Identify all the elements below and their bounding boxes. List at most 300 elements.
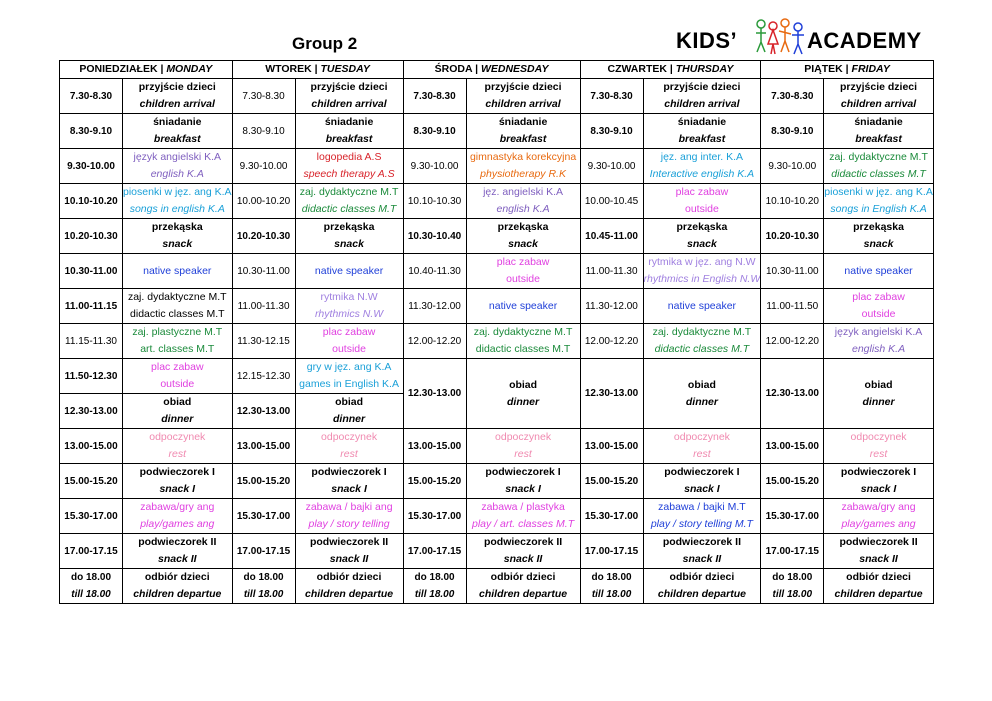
time-label: 11.00-11.15	[64, 300, 118, 312]
time-cell	[761, 184, 824, 219]
time-label: 10.45-11.00	[585, 230, 638, 242]
time-label: 17.00-17.15	[236, 545, 291, 557]
activity-label-pl: odpoczynek	[673, 431, 730, 443]
time-label: do 18.00	[591, 572, 632, 583]
activity-label-en: dinner	[862, 395, 895, 408]
activity-cell	[295, 324, 403, 359]
time-cell	[232, 324, 295, 359]
activity-cell	[824, 324, 934, 359]
time-label: 7.30-8.30	[413, 90, 456, 102]
time-label: 15.00-15.20	[64, 475, 118, 487]
activity-label-pl: podwieczorek II	[138, 536, 217, 548]
activity-cell	[643, 254, 761, 289]
time-cell	[232, 114, 295, 149]
activity-label-pl: zaj. dydaktyczne M.T	[652, 326, 752, 338]
table-row	[60, 79, 934, 97]
time-cell	[232, 499, 295, 534]
time-label: 10.30-11.00	[237, 265, 290, 277]
activity-label-pl: przyjście dzieci	[484, 81, 562, 93]
activity-label-pl: odbiór dzieci	[316, 571, 382, 583]
time-label: 12.15-12.30	[236, 370, 291, 382]
activity-cell	[123, 254, 233, 289]
activity-cell	[643, 499, 761, 534]
time-label-en: till 18.00	[591, 589, 632, 600]
time-cell	[60, 114, 123, 149]
activity-label-en: songs in English K.A	[830, 203, 927, 215]
time-label: 11.00-11.50	[766, 300, 819, 312]
activity-cell	[123, 534, 233, 569]
activity-label-pl: plac zabaw	[151, 361, 204, 373]
activity-label-pl: native speaker	[667, 299, 737, 312]
activity-label-en: rest	[693, 448, 711, 460]
time-label: 17.00-17.15	[584, 545, 639, 557]
time-label: 15.00-15.20	[236, 475, 291, 487]
activity-label-en: dinner	[507, 395, 540, 408]
time-label-en: till 18.00	[243, 589, 284, 600]
activity-label-en: snack II	[682, 553, 722, 565]
activity-label-en: physiotherapy R.K	[480, 168, 566, 180]
activity-cell	[824, 79, 934, 114]
activity-label-pl: przyjście dzieci	[138, 81, 216, 93]
time-label: do 18.00	[243, 572, 284, 583]
activity-label-en: play/games ang	[841, 518, 916, 530]
activity-cell	[643, 569, 761, 604]
activity-label-en: snack	[863, 238, 894, 250]
activity-cell	[643, 324, 761, 359]
activity-label-en: didactic classes M.T	[831, 168, 926, 180]
time-cell	[232, 79, 295, 114]
day-header-thursday: CZWARTEK | THURSDAY	[580, 61, 761, 79]
activity-label-pl: przekąska	[151, 221, 203, 233]
activity-label-pl: zaj. dydaktyczne M.T	[127, 291, 227, 303]
time-label: 12.30-13.00	[64, 405, 118, 417]
activity-cell	[824, 254, 934, 289]
table-row	[60, 219, 934, 237]
time-label: 12.00-12.20	[584, 335, 639, 347]
time-label: 15.00-15.20	[584, 475, 639, 487]
time-label: 17.00-17.15	[407, 545, 462, 557]
activity-label-en: snack	[508, 238, 538, 250]
activity-cell	[295, 429, 403, 464]
activity-label-en: children arrival	[664, 98, 740, 110]
time-cell	[580, 324, 643, 359]
activity-label-pl: śniadanie	[153, 116, 202, 128]
time-cell	[232, 289, 295, 324]
time-label: 7.30-8.30	[590, 90, 633, 102]
activity-label-pl: odbiór dzieci	[144, 571, 210, 583]
activity-label-pl: podwieczorek I	[485, 466, 561, 478]
activity-cell	[824, 464, 934, 499]
table-row	[60, 534, 934, 552]
activity-label-en: snack	[334, 238, 364, 250]
time-label: 10.20-10.30	[64, 230, 118, 242]
time-cell	[761, 254, 824, 289]
activity-label-en: english K.A	[150, 168, 204, 180]
activity-cell	[643, 289, 761, 324]
time-label: 10.10-10.30	[407, 195, 462, 207]
time-label: 10.10-10.20	[64, 195, 118, 207]
activity-label-en: snack I	[331, 483, 367, 495]
time-cell	[580, 114, 643, 149]
activity-cell	[123, 289, 233, 324]
activity-cell	[123, 464, 233, 499]
activity-label-en: rest	[514, 448, 532, 460]
time-label: 11.00-11.30	[585, 265, 638, 277]
time-label: 10.20-10.30	[765, 230, 819, 242]
activity-label-pl: śniadanie	[498, 116, 548, 128]
activity-label-en: outside	[332, 343, 366, 355]
activity-label-pl: jęz. ang inter. K.A	[660, 151, 744, 163]
time-cell	[60, 359, 123, 394]
activity-label-pl: język angielski K.A	[133, 151, 222, 163]
activity-cell	[295, 289, 403, 324]
activity-label-en: breakfast	[325, 133, 373, 145]
time-cell	[60, 184, 123, 219]
activity-label-en: art. classes M.T	[140, 343, 215, 355]
time-label: 13.00-15.00	[584, 440, 639, 452]
time-label: 15.30-17.00	[236, 510, 291, 522]
time-label: 13.00-15.00	[64, 440, 118, 452]
activity-cell	[824, 114, 934, 149]
activity-cell	[123, 219, 233, 254]
activity-label-en: didactic classes M.T	[475, 343, 571, 355]
time-cell	[403, 499, 466, 534]
activity-label-en: breakfast	[855, 133, 902, 145]
activity-cell	[824, 499, 934, 534]
activity-label-en: children arrival	[311, 98, 387, 110]
day-header-monday: PONIEDZIAŁEK | MONDAY	[60, 61, 233, 79]
time-label: do 18.00	[414, 572, 455, 583]
activity-cell	[295, 569, 403, 604]
activity-cell	[466, 289, 580, 324]
activity-label-en: snack	[162, 238, 193, 250]
activity-label-pl: obiad	[335, 396, 364, 408]
activity-label-pl: jęz. angielski K.A	[483, 186, 564, 198]
time-cell	[580, 149, 643, 184]
activity-label-pl: plac zabaw	[852, 291, 905, 303]
activity-cell	[643, 149, 761, 184]
time-cell	[60, 464, 123, 499]
activity-label-pl: przyjście dzieci	[310, 81, 388, 93]
time-cell	[232, 149, 295, 184]
schedule-table	[59, 60, 934, 604]
activity-label-pl: native speaker	[143, 264, 212, 277]
activity-cell	[295, 394, 403, 429]
activity-cell	[824, 289, 934, 324]
time-cell	[761, 219, 824, 254]
activity-label-en: dinner	[685, 395, 718, 408]
time-cell	[761, 534, 824, 569]
activity-label-en: children departue	[305, 588, 394, 600]
activity-cell	[643, 79, 761, 114]
activity-cell	[643, 114, 761, 149]
time-cell	[403, 79, 466, 114]
time-label: 12.30-13.00	[407, 388, 462, 399]
activity-cell	[123, 324, 233, 359]
time-cell	[580, 464, 643, 499]
activity-label-pl: przyjście dzieci	[840, 81, 918, 93]
time-cell	[761, 359, 824, 429]
activity-cell	[466, 464, 580, 499]
table-row	[60, 429, 934, 447]
activity-label-en: dinner	[333, 413, 366, 425]
activity-cell	[466, 534, 580, 569]
activity-cell	[123, 114, 233, 149]
time-cell	[403, 534, 466, 569]
activity-label-pl: rytmika w jęz. ang N.W	[648, 256, 756, 268]
time-cell	[403, 324, 466, 359]
activity-cell	[643, 184, 761, 219]
time-label: 9.30-10.00	[410, 160, 459, 172]
time-cell	[580, 499, 643, 534]
activity-label-pl: język angielski K.A	[834, 326, 923, 338]
activity-label-pl: zaj. dydaktyczne M.T	[299, 186, 399, 198]
time-cell	[580, 184, 643, 219]
time-label: 12.30-13.00	[236, 405, 291, 417]
activity-label-pl: obiad	[687, 378, 716, 391]
time-cell	[60, 394, 123, 429]
activity-label-en: games in English K.A	[299, 378, 399, 390]
activity-cell	[643, 219, 761, 254]
activity-cell	[466, 79, 580, 114]
activity-label-en: play / story telling	[308, 518, 390, 530]
activity-label-pl: odbiór dzieci	[846, 571, 911, 583]
time-label: 12.00-12.20	[765, 335, 819, 347]
activity-cell	[466, 184, 580, 219]
activity-label-en: dinner	[161, 413, 194, 425]
time-label: do 18.00	[772, 572, 813, 583]
activity-cell	[123, 79, 233, 114]
activity-label-en: english K.A	[496, 203, 550, 215]
activity-label-pl: odbiór dzieci	[490, 571, 556, 583]
time-cell	[232, 219, 295, 254]
time-cell	[403, 149, 466, 184]
activity-cell	[466, 324, 580, 359]
time-label: 15.30-17.00	[765, 510, 819, 522]
activity-cell	[466, 219, 580, 254]
logo-word-kids: KIDS’	[676, 28, 738, 53]
activity-label-en: snack II	[158, 553, 197, 565]
page-title: Group 2	[292, 34, 358, 53]
children-drawing-icon	[754, 16, 810, 58]
time-cell	[60, 79, 123, 114]
day-header-friday: PIĄTEK | FRIDAY	[761, 61, 934, 79]
time-cell	[580, 254, 643, 289]
time-label: 8.30-9.10	[771, 125, 814, 137]
activity-cell	[643, 464, 761, 499]
time-cell	[403, 254, 466, 289]
time-label: 10.30-11.00	[765, 265, 819, 277]
table-row	[60, 289, 934, 307]
activity-label-en: play / art. classes M.T	[472, 518, 575, 530]
time-label: 12.30-13.00	[765, 388, 819, 399]
time-cell	[761, 289, 824, 324]
time-cell	[403, 114, 466, 149]
activity-cell	[824, 184, 934, 219]
activity-cell	[824, 149, 934, 184]
activity-label-en: rest	[168, 448, 187, 460]
time-cell	[232, 534, 295, 569]
activity-label-en: children departue	[133, 588, 222, 600]
time-label: 10.30-10.40	[407, 230, 462, 242]
activity-label-pl: piosenki w jęz. ang K.A	[123, 186, 232, 198]
day-header-wednesday: ŚRODA | WEDNESDAY	[403, 61, 580, 79]
activity-label-pl: podwieczorek II	[309, 536, 389, 548]
activity-label-en: snack I	[159, 483, 196, 495]
time-label: 15.00-15.20	[765, 475, 819, 487]
activity-label-pl: podwieczorek II	[839, 536, 918, 548]
activity-label-pl: zabawa/gry ang	[841, 501, 916, 513]
table-row	[60, 359, 934, 377]
activity-label-en: didactic classes M.T	[130, 308, 225, 320]
time-label: 13.00-15.00	[765, 440, 819, 452]
day-header-row	[60, 61, 934, 79]
time-label: 17.00-17.15	[64, 545, 118, 557]
activity-label-en: snack II	[503, 553, 543, 565]
time-label: 10.10-10.20	[765, 195, 819, 207]
activity-cell	[295, 184, 403, 219]
activity-label-pl: śniadanie	[324, 116, 374, 128]
activity-label-pl: native speaker	[314, 264, 384, 277]
table-row	[60, 254, 934, 272]
activity-cell	[466, 254, 580, 289]
time-label-en: till 18.00	[414, 589, 455, 600]
activity-label-en: snack II	[859, 553, 898, 565]
time-label: 13.00-15.00	[407, 440, 462, 452]
time-label: 11.30-12.15	[237, 335, 290, 347]
activity-cell	[824, 219, 934, 254]
time-cell	[580, 79, 643, 114]
time-cell	[60, 219, 123, 254]
activity-label-en: rhythmics N.W	[314, 308, 384, 320]
time-label: 10.30-11.00	[64, 265, 118, 277]
activity-label-pl: gimnastyka korekcyjna	[469, 151, 577, 163]
time-label: 9.30-10.00	[239, 160, 288, 172]
activity-cell	[123, 429, 233, 464]
time-label: 12.00-12.20	[407, 335, 462, 347]
activity-label-pl: podwieczorek II	[483, 536, 563, 548]
activity-label-en: rest	[340, 448, 358, 460]
activity-cell	[824, 359, 934, 429]
activity-cell	[643, 534, 761, 569]
activity-label-pl: odbiór dzieci	[669, 571, 735, 583]
activity-cell	[123, 569, 233, 604]
activity-label-pl: native speaker	[844, 264, 913, 277]
activity-label-pl: rytmika N.W	[320, 291, 378, 303]
activity-label-pl: obiad	[163, 396, 192, 408]
activity-label-en: breakfast	[678, 133, 726, 145]
time-cell	[60, 289, 123, 324]
time-label-en: till 18.00	[71, 589, 111, 600]
time-cell	[761, 569, 824, 604]
table-row	[60, 324, 934, 342]
activity-label-pl: przekąska	[497, 221, 549, 233]
time-cell	[232, 359, 295, 394]
time-label: 11.15-11.30	[65, 335, 117, 347]
table-row	[60, 184, 934, 202]
activity-cell	[123, 499, 233, 534]
activity-label-en: Interactive english K.A	[649, 168, 755, 180]
time-label: 11.30-12.00	[408, 300, 461, 312]
activity-cell	[295, 499, 403, 534]
activity-label-en: snack II	[329, 553, 369, 565]
time-cell	[232, 464, 295, 499]
activity-label-pl: zaj. dydaktyczne M.T	[829, 151, 928, 163]
time-cell	[232, 429, 295, 464]
activity-label-pl: piosenki w jęz. ang K.A	[824, 186, 933, 198]
time-cell	[761, 79, 824, 114]
activity-cell	[295, 79, 403, 114]
time-cell	[580, 429, 643, 464]
time-cell	[403, 359, 466, 429]
time-label: 7.30-8.30	[771, 90, 814, 102]
time-cell	[403, 219, 466, 254]
activity-label-en: rest	[869, 448, 888, 460]
time-label: 9.30-10.00	[67, 160, 115, 172]
activity-label-en: breakfast	[153, 133, 201, 145]
time-cell	[232, 569, 295, 604]
activity-label-en: rhythmics in English N.W	[643, 273, 761, 285]
activity-label-en: children departue	[834, 588, 923, 600]
time-label: 9.30-10.00	[587, 160, 636, 172]
activity-label-en: breakfast	[499, 133, 547, 145]
activity-label-pl: zabawa/gry ang	[140, 501, 215, 513]
table-row	[60, 149, 934, 167]
time-cell	[403, 569, 466, 604]
activity-label-en: speech therapy A.S	[303, 168, 395, 180]
activity-label-pl: odpoczynek	[495, 431, 552, 443]
activity-label-pl: gry w jęz. ang K.A	[306, 361, 392, 373]
activity-cell	[295, 219, 403, 254]
activity-label-pl: odpoczynek	[850, 431, 907, 443]
time-label: 15.30-17.00	[64, 510, 118, 522]
activity-label-pl: logopedia A.S	[316, 151, 382, 163]
activity-cell	[123, 149, 233, 184]
time-label: do 18.00	[70, 572, 112, 583]
activity-label-en: snack I	[684, 483, 720, 495]
time-cell	[761, 429, 824, 464]
activity-label-pl: przekąska	[323, 221, 375, 233]
activity-cell	[643, 429, 761, 464]
activity-label-en: play / story telling M.T	[650, 518, 753, 530]
time-label: 10.20-10.30	[236, 230, 291, 242]
time-cell	[403, 289, 466, 324]
activity-cell	[466, 114, 580, 149]
activity-cell	[466, 499, 580, 534]
time-cell	[580, 219, 643, 254]
activity-label-en: children arrival	[840, 98, 917, 110]
activity-label-pl: zaj. dydaktyczne M.T	[473, 326, 573, 338]
activity-label-pl: śniadanie	[854, 116, 903, 128]
time-label: 8.30-9.10	[69, 125, 113, 137]
time-cell	[232, 394, 295, 429]
activity-label-en: children arrival	[485, 98, 561, 110]
time-cell	[580, 359, 643, 429]
activity-label-pl: odpoczynek	[149, 431, 206, 443]
time-cell	[403, 429, 466, 464]
time-cell	[60, 149, 123, 184]
time-cell	[580, 534, 643, 569]
activity-cell	[643, 359, 761, 429]
activity-cell	[824, 534, 934, 569]
activity-label-en: outside	[684, 203, 719, 215]
activity-cell	[824, 429, 934, 464]
table-row	[60, 114, 934, 132]
activity-label-pl: zabawa / bajki ang	[305, 501, 393, 513]
logo	[676, 22, 922, 56]
time-cell	[232, 184, 295, 219]
activity-label-en: didactic classes M.T	[301, 203, 397, 215]
